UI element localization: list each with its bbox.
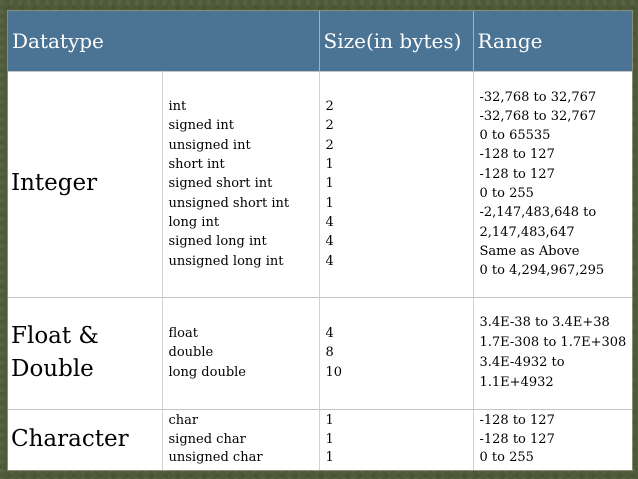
category-cell: [8, 71, 162, 297]
range-list-cell: [473, 297, 632, 409]
range-value: 1.1E+4932: [479, 375, 554, 390]
size-value: 1: [325, 431, 334, 447]
type-name: signed short int: [168, 176, 273, 192]
range-value: 3.4E-4932 to: [479, 355, 565, 370]
range-value: 2,147,483,647: [479, 224, 575, 240]
table-row-float-double: [8, 297, 632, 409]
size-value: 10: [325, 364, 343, 380]
size-value: 4: [325, 326, 334, 342]
size-list-cell: [319, 71, 473, 297]
range-value: -128 to 127: [479, 166, 555, 182]
header-datatype: Datatype: [8, 11, 319, 71]
datatype-table-slide: [7, 10, 633, 471]
range-value: 1.7E-308 to 1.7E+308: [479, 335, 627, 350]
size-value: 1: [325, 413, 334, 428]
range-value: -32,768 to 32,767: [479, 108, 597, 124]
range-value: -128 to 127: [479, 413, 555, 428]
size-value: 4: [325, 214, 334, 230]
range-value: 0 to 4,294,967,295: [479, 263, 605, 279]
type-name: int: [168, 99, 187, 115]
size-value: 2: [325, 118, 334, 134]
type-name: signed long int: [168, 234, 267, 250]
size-value: 1: [325, 176, 334, 192]
category-label: Double: [11, 356, 94, 382]
type-name: long int: [168, 214, 220, 230]
type-name: float: [168, 326, 198, 342]
type-name: short int: [168, 157, 225, 173]
range-value: 3.4E-38 to 3.4E+38: [479, 315, 610, 330]
table-row-integer: [8, 71, 632, 297]
category-cell: [8, 297, 162, 409]
size-value: 2: [325, 99, 334, 115]
datatype-table: [8, 11, 632, 470]
table-header-row: [8, 11, 632, 71]
size-value: 4: [325, 234, 334, 250]
size-value: 4: [325, 253, 334, 269]
size-value: 1: [325, 157, 334, 173]
type-name: char: [168, 413, 199, 428]
type-list-cell: [162, 409, 319, 470]
size-value: 2: [325, 137, 334, 153]
range-value: Same as Above: [479, 243, 580, 259]
type-name: unsigned char: [168, 450, 263, 465]
type-list-cell: [162, 297, 319, 409]
category-label: Float &: [11, 322, 99, 349]
range-list-cell: [473, 409, 632, 470]
type-name: double: [168, 345, 214, 361]
category-cell: [8, 409, 162, 470]
type-name: signed char: [168, 431, 246, 447]
size-value: 8: [325, 345, 334, 361]
range-value: 0 to 65535: [479, 128, 551, 144]
range-value: -128 to 127: [479, 431, 555, 447]
header-size: Size(in bytes): [319, 11, 473, 71]
range-list-cell: [473, 71, 632, 297]
range-value: -32,768 to 32,767: [479, 89, 597, 105]
category-label: Integer: [11, 170, 98, 197]
size-value: 1: [325, 195, 334, 211]
table-row-character: [8, 409, 632, 470]
range-value: 0 to 255: [479, 186, 534, 201]
range-value: -128 to 127: [479, 147, 555, 163]
size-list-cell: [319, 297, 473, 409]
type-list-cell: [162, 71, 319, 297]
size-list-cell: [319, 409, 473, 470]
type-name: signed int: [168, 118, 234, 134]
size-value: 1: [325, 450, 334, 465]
type-name: unsigned long int: [168, 253, 284, 269]
category-label: Character: [11, 426, 129, 453]
type-name: unsigned short int: [168, 195, 290, 211]
header-range: Range: [477, 28, 543, 53]
type-name: unsigned int: [168, 137, 251, 153]
range-value: -2,147,483,648 to: [479, 205, 597, 221]
type-name: long double: [168, 364, 247, 380]
range-value: 0 to 255: [479, 450, 534, 465]
